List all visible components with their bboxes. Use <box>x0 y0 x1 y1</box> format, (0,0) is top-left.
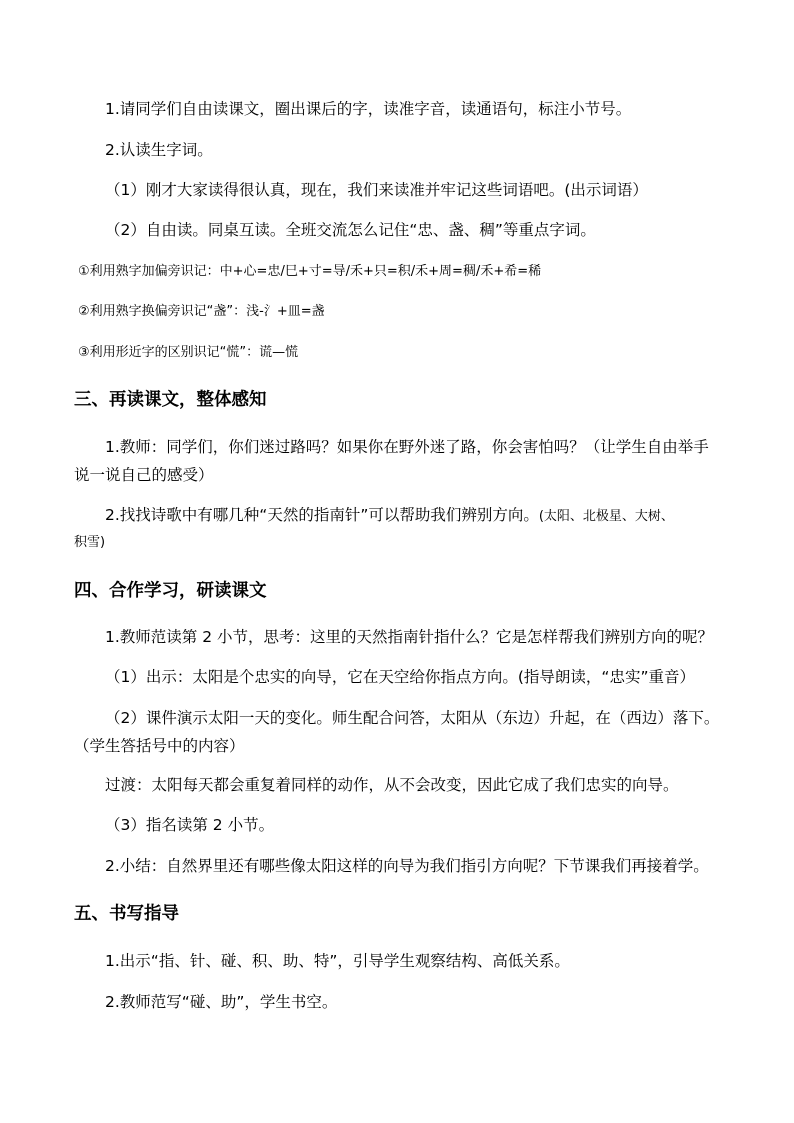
paragraph-free-read: （2）自由读。同桌互读。全班交流怎么记住“忠、盏、稠”等重点字词。 <box>105 221 596 239</box>
section-heading-writing: 五、书写指导 <box>74 904 179 924</box>
section-heading-cooperative: 四、合作学习，研读课文 <box>74 581 267 601</box>
paragraph-model-writing: 2.教师范写“碰、助”，学生书空。 <box>105 993 338 1011</box>
paragraph-learn-words: 2.认读生字词。 <box>105 141 213 159</box>
paragraph-find-compass-line2: 积雪) <box>74 535 106 550</box>
paragraph-teacher-question-line2: 说一说自己的感受） <box>74 466 214 484</box>
paragraph-named-reading: （3）指名读第 2 小节。 <box>105 816 275 834</box>
paragraph-show-sun: （1）出示：太阳是个忠实的向导，它在天空给你指点方向。(指导朗读，“忠实”重音） <box>105 668 695 686</box>
paragraph-summary: 2.小结：自然界里还有哪些像太阳这样的向导为我们指引方向呢？下节课我们再接着学。 <box>105 857 709 875</box>
paragraph-show-words: （1）刚才大家读得很认真，现在，我们来读准并牢记这些词语吧。(出示词语） <box>105 181 648 199</box>
paragraph-read-text: 1.请同学们自由读课文，圈出课后的字，读准字音，读通语句，标注小节号。 <box>105 100 632 118</box>
paragraph-courseware-line2: （学生答括号中的内容） <box>74 737 245 755</box>
paragraph-teacher-model-reading: 1.教师范读第 2 小节，思考：这里的天然指南针指什么？它是怎样帮我们辨别方向的呢？ <box>105 628 714 646</box>
paragraph-show-characters: 1.出示“指、针、碰、积、助、特”，引导学生观察结构、高低关系。 <box>105 952 570 970</box>
paragraph-method-add-radical: ①利用熟字加偏旁识记：中+心=忠/巳+寸=导/禾+只=积/禾+周=稠/禾+希=稀 <box>78 264 542 279</box>
paragraph-teacher-question-line1: 1.教师：同学们，你们迷过路吗？如果你在野外迷了路，你会害怕吗？（让学生自由举手 <box>105 438 709 456</box>
paragraph-transition: 过渡：太阳每天都会重复着同样的动作，从不会改变，因此它成了我们忠实的向导。 <box>105 776 679 794</box>
find-compass-answers: (太阳、北极星、大树、 <box>538 509 674 524</box>
paragraph-method-similar-char: ③利用形近字的区别识记“慌”：谎—慌 <box>78 345 299 360</box>
section-heading-reread: 三、再读课文，整体感知 <box>74 390 267 410</box>
paragraph-find-compass-line1 <box>105 505 674 527</box>
find-compass-text: 2.找找诗歌中有哪几种“天然的指南针”可以帮助我们辨别方向。 <box>105 506 539 524</box>
paragraph-method-swap-radical: ②利用熟字换偏旁识记“盏”：浅-氵+皿=盏 <box>78 304 325 319</box>
paragraph-courseware-line1: （2）课件演示太阳一天的变化。师生配合问答，太阳从（东边）升起，在（西边）落下。 <box>105 709 720 727</box>
